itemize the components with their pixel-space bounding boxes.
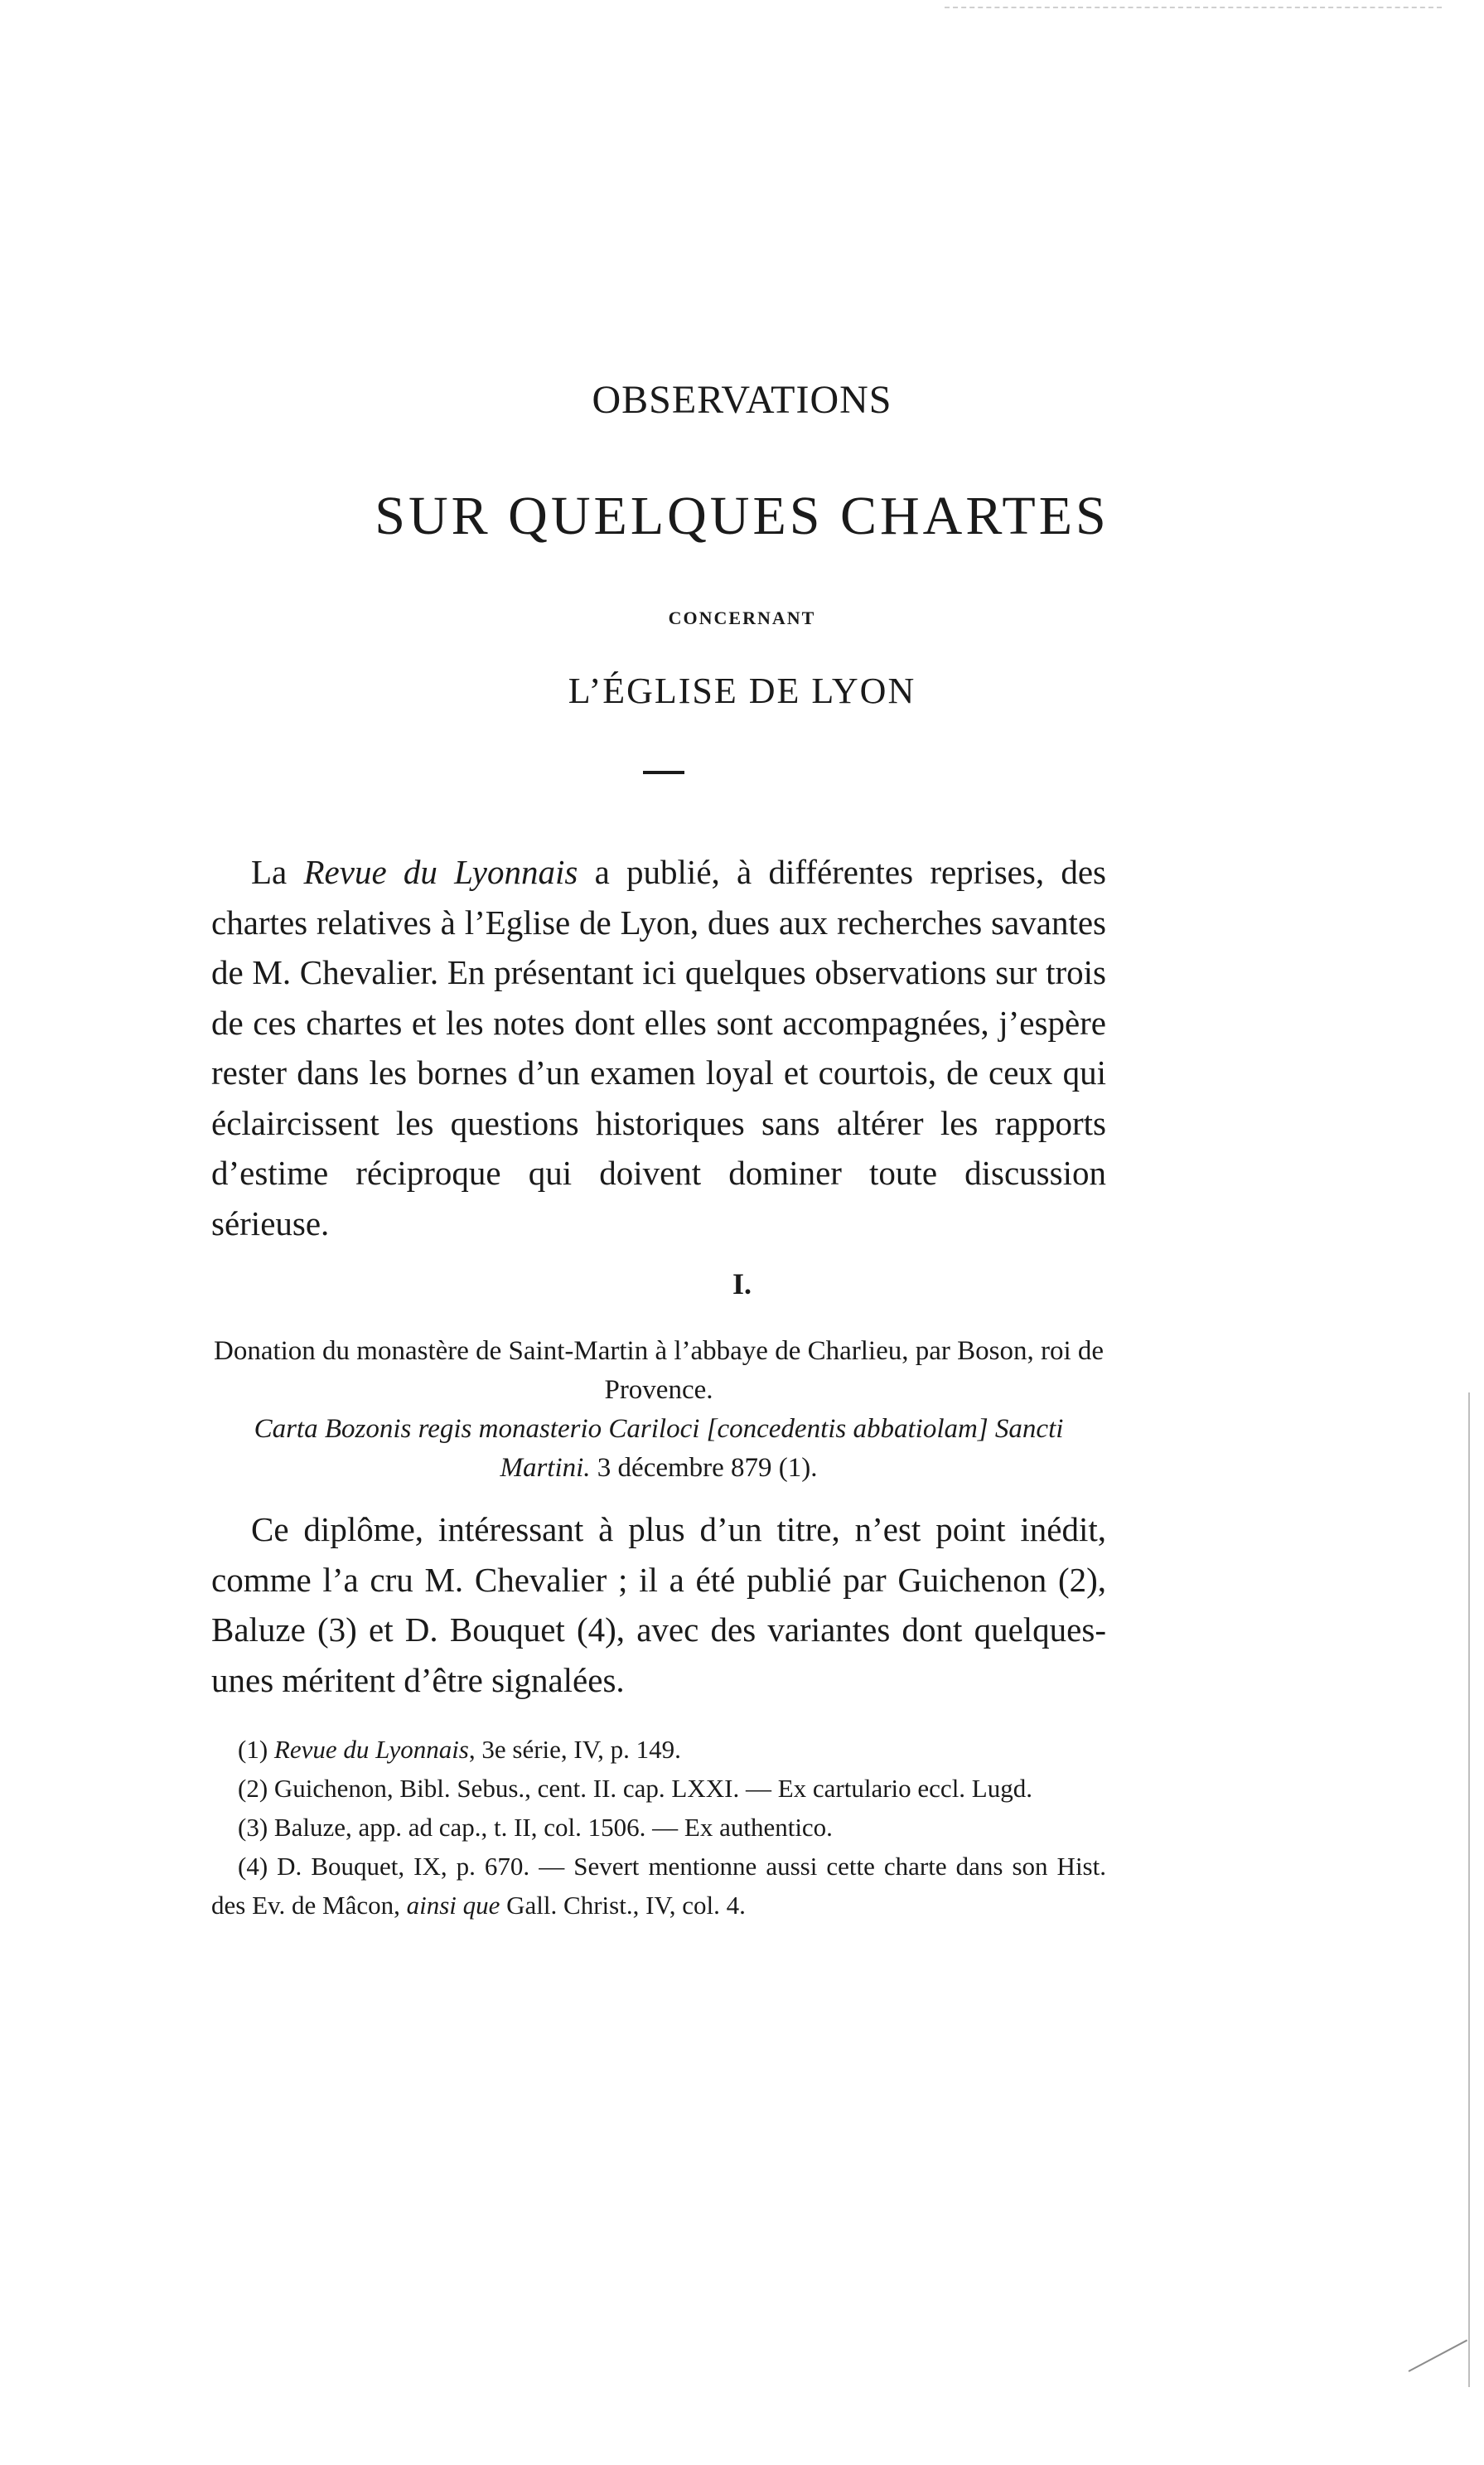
footnotes [211, 1730, 1106, 1925]
page-edge-shadow [1468, 1392, 1470, 2387]
intro-text: a publié, à différentes reprises, des chartes relatives à l’Eglise de Lyon, dues aux recherches savantes de M. Chevalier. En présentant ici quelques observations sur trois de ces chartes et les notes dont elles sont accompagnées, j’espère rester dans les bornes d’un examen loyal et courtois, de ceux qui éclaircissent les questions historiques sans altérer les rapports d’estime réciproque qui doivent dominer toute discussion sérieuse. [211, 853, 1106, 1242]
section-paragraph: Ce diplôme, intéressant à plus d’un titre, n’est point inédit, comme l’a cru M. Chevalier ; il a été publié par Guichenon (2), Baluze (3) et D. Bouquet (4), avec des variantes dont quelques-unes méritent d’être signalées. [211, 1510, 1106, 1699]
carta-date: 3 décembre 879 (1). [590, 1453, 818, 1483]
carta-heading [211, 1410, 1106, 1488]
footnote-3: (3) Baluze, app. ad cap., t. II, col. 1506. — Ex authentico. [238, 1813, 833, 1842]
footnote-4-text-a: (4) D. Bouquet, IX, p. 670. — Severt mentionne aussi cette charte dans son Hist. des Ev. de Mâcon, [211, 1852, 1106, 1920]
footnote-4 [211, 1847, 1106, 1925]
subtitle: L’ÉGLISE DE LYON [568, 671, 916, 711]
footnote-4-italic: ainsi que [406, 1891, 500, 1920]
carta-italic: Carta Bozonis regis monasterio Cariloci [concedentis abbatiolam] Sancti Martini. [254, 1414, 1064, 1483]
footnote-4-text-b: Gall. Christ., IV, col. 4. [500, 1891, 746, 1920]
subtitle-small: CONCERNANT [668, 608, 816, 628]
title-separator-rule [643, 771, 684, 774]
intro-lead: La [251, 853, 304, 891]
footnote-1-journal: Revue du Lyonnais [273, 1735, 469, 1764]
donation-heading: Donation du monastère de Saint-Martin à l’abbaye de Charlieu, par Boson, roi de Provence. [213, 1336, 1105, 1405]
footnote-2: (2) Guichenon, Bibl. Sebus., cent. II. cap. LXXI. — Ex cartulario eccl. Lugd. [238, 1774, 1032, 1803]
title-line-2: SUR QUELQUES CHARTES [375, 486, 1109, 546]
footnote-1-rest: , 3e série, IV, p. 149. [468, 1735, 681, 1764]
title-line-1: OBSERVATIONS [592, 378, 892, 422]
footnote-1-number: (1) [238, 1735, 274, 1764]
section-number: I. [732, 1267, 752, 1300]
scan-edge-dashes [945, 7, 1442, 8]
corner-scan-mark [1409, 2340, 1468, 2372]
footnote-1 [211, 1730, 1106, 1769]
journal-title: Revue du Lyonnais [303, 853, 578, 891]
intro-paragraph [211, 847, 1106, 1248]
